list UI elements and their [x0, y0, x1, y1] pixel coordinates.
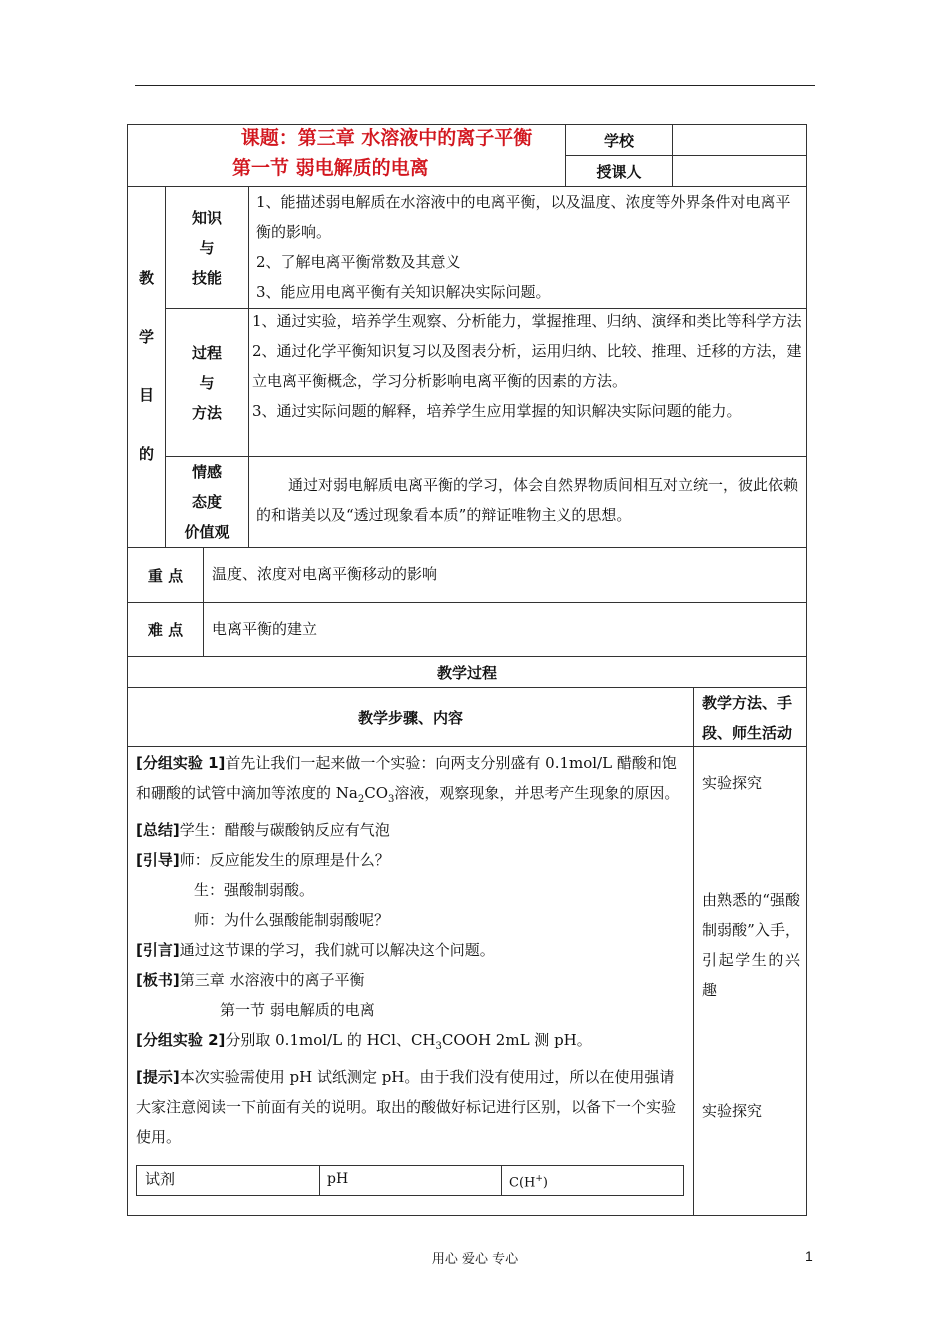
title-line-1: 课题：第三章 水溶液中的离子平衡: [240, 127, 533, 149]
step-guide-question: 师：为什么强酸能制弱酸呢？: [194, 911, 390, 929]
difficulty-label: 难 点: [147, 621, 184, 639]
teacher-label: 授课人: [596, 162, 642, 181]
reagent-table: [136, 1165, 684, 1196]
teacher-value[interactable]: [673, 156, 806, 186]
difficulty-text: 电离平衡的建立: [212, 620, 318, 638]
key-point-label: 重 点: [147, 566, 184, 585]
footer-text: 用心 爱心 专心: [431, 1252, 519, 1267]
method-experiment-2: 实验探究: [702, 1102, 763, 1120]
lesson-title: [128, 124, 565, 186]
step-intro: [引言]通过这节课的学习，我们就可以解决这个问题。: [136, 941, 495, 959]
step-summary: [总结]学生：醋酸与碳酸钠反应有气泡: [136, 821, 390, 839]
header-rule: [135, 85, 815, 86]
knowledge-item: 3、能应用电离平衡有关知识解决实际问题。: [256, 283, 551, 301]
knowledge-content: [256, 187, 802, 308]
hydrogen-concentration-header: C(H+): [509, 1174, 548, 1191]
ph-header: pH: [327, 1171, 349, 1187]
title-line-2: 第一节 弱电解质的电离: [232, 157, 429, 179]
school-value[interactable]: [673, 125, 806, 155]
process-content: [252, 306, 803, 456]
knowledge-item: 1、能描述弱电解质在水溶液中的电离平衡，以及温度、浓度等外界条件对电离平衡的影响。: [256, 193, 791, 241]
key-point-text: 温度、浓度对电离平衡移动的影响: [212, 565, 438, 583]
process-label: 过程 与 方法: [191, 343, 222, 422]
methods-column-header: 教学方法、手段、师生活动: [702, 694, 793, 742]
process-item: 2、通过化学平衡知识复习以及图表分析，运用归纳、比较、推理、迁移的方法，建立电离平衡概念，学习分析影响电离平衡的因素的方法。: [252, 342, 802, 390]
reagent-header: 试剂: [145, 1170, 176, 1188]
emotion-content: 通过对弱电解质电离平衡的学习，体会自然界物质间相互对立统一，彼此依赖的和谐美以及“透过现象看本质”的辩证唯物主义的思想。: [256, 476, 799, 524]
step-guide: [引导]师：反应能发生的原理是什么？: [136, 851, 390, 869]
knowledge-item: 2、了解电离平衡常数及其意义: [256, 253, 461, 271]
step-board-section: 第一节 弱电解质的电离: [220, 1001, 375, 1019]
step-guide-answer: 生：强酸制弱酸。: [194, 881, 315, 899]
process-title: 教学过程: [436, 663, 497, 682]
steps-column-header: 教学步骤、内容: [357, 708, 463, 727]
knowledge-label: 知识 与 技能: [191, 208, 222, 287]
steps-content: [136, 748, 686, 1152]
method-experiment-1: 实验探究: [702, 774, 763, 792]
step-group-experiment-2: [分组实验 2]分别取 0.1mol/L 的 HCl、$CH_3COOH$ 2mL 测 pH。: [136, 1031, 592, 1052]
page-number: 1: [805, 1248, 813, 1264]
step-group-experiment-1: [分组实验 1]首先让我们一起来做一个实验：向两支分别盛有 0.1mol/L 醋酸和饱和硼酸的试管中滴加等浓度的 $Na_2CO_3$溶液，观察现象，并思考产生现象的原因。: [136, 754, 680, 805]
process-item: 1、通过实验，培养学生观察、分析能力，掌握推理、归纳、演绎和类比等科学方法: [252, 312, 802, 330]
step-board: [板书]第三章 水溶液中的离子平衡: [136, 971, 365, 989]
process-item: 3、通过实际问题的解释，培养学生应用掌握的知识解决实际问题的能力。: [252, 402, 742, 420]
step-hint: [提示]本次实验需使用 pH 试纸测定 pH。由于我们没有使用过，所以在使用强请大家注意阅读一下前面有关的说明。取出的酸做好标记进行区别，以备下一个实验使用。: [136, 1068, 677, 1146]
school-label: 学校: [603, 131, 634, 150]
method-guidance: 由熟悉的“强酸制弱酸”入手，引起学生的兴趣: [702, 891, 800, 999]
emotion-label: 情感 态度 价值观: [184, 463, 230, 541]
objectives-side-label: 教 学 目 的: [138, 269, 154, 463]
